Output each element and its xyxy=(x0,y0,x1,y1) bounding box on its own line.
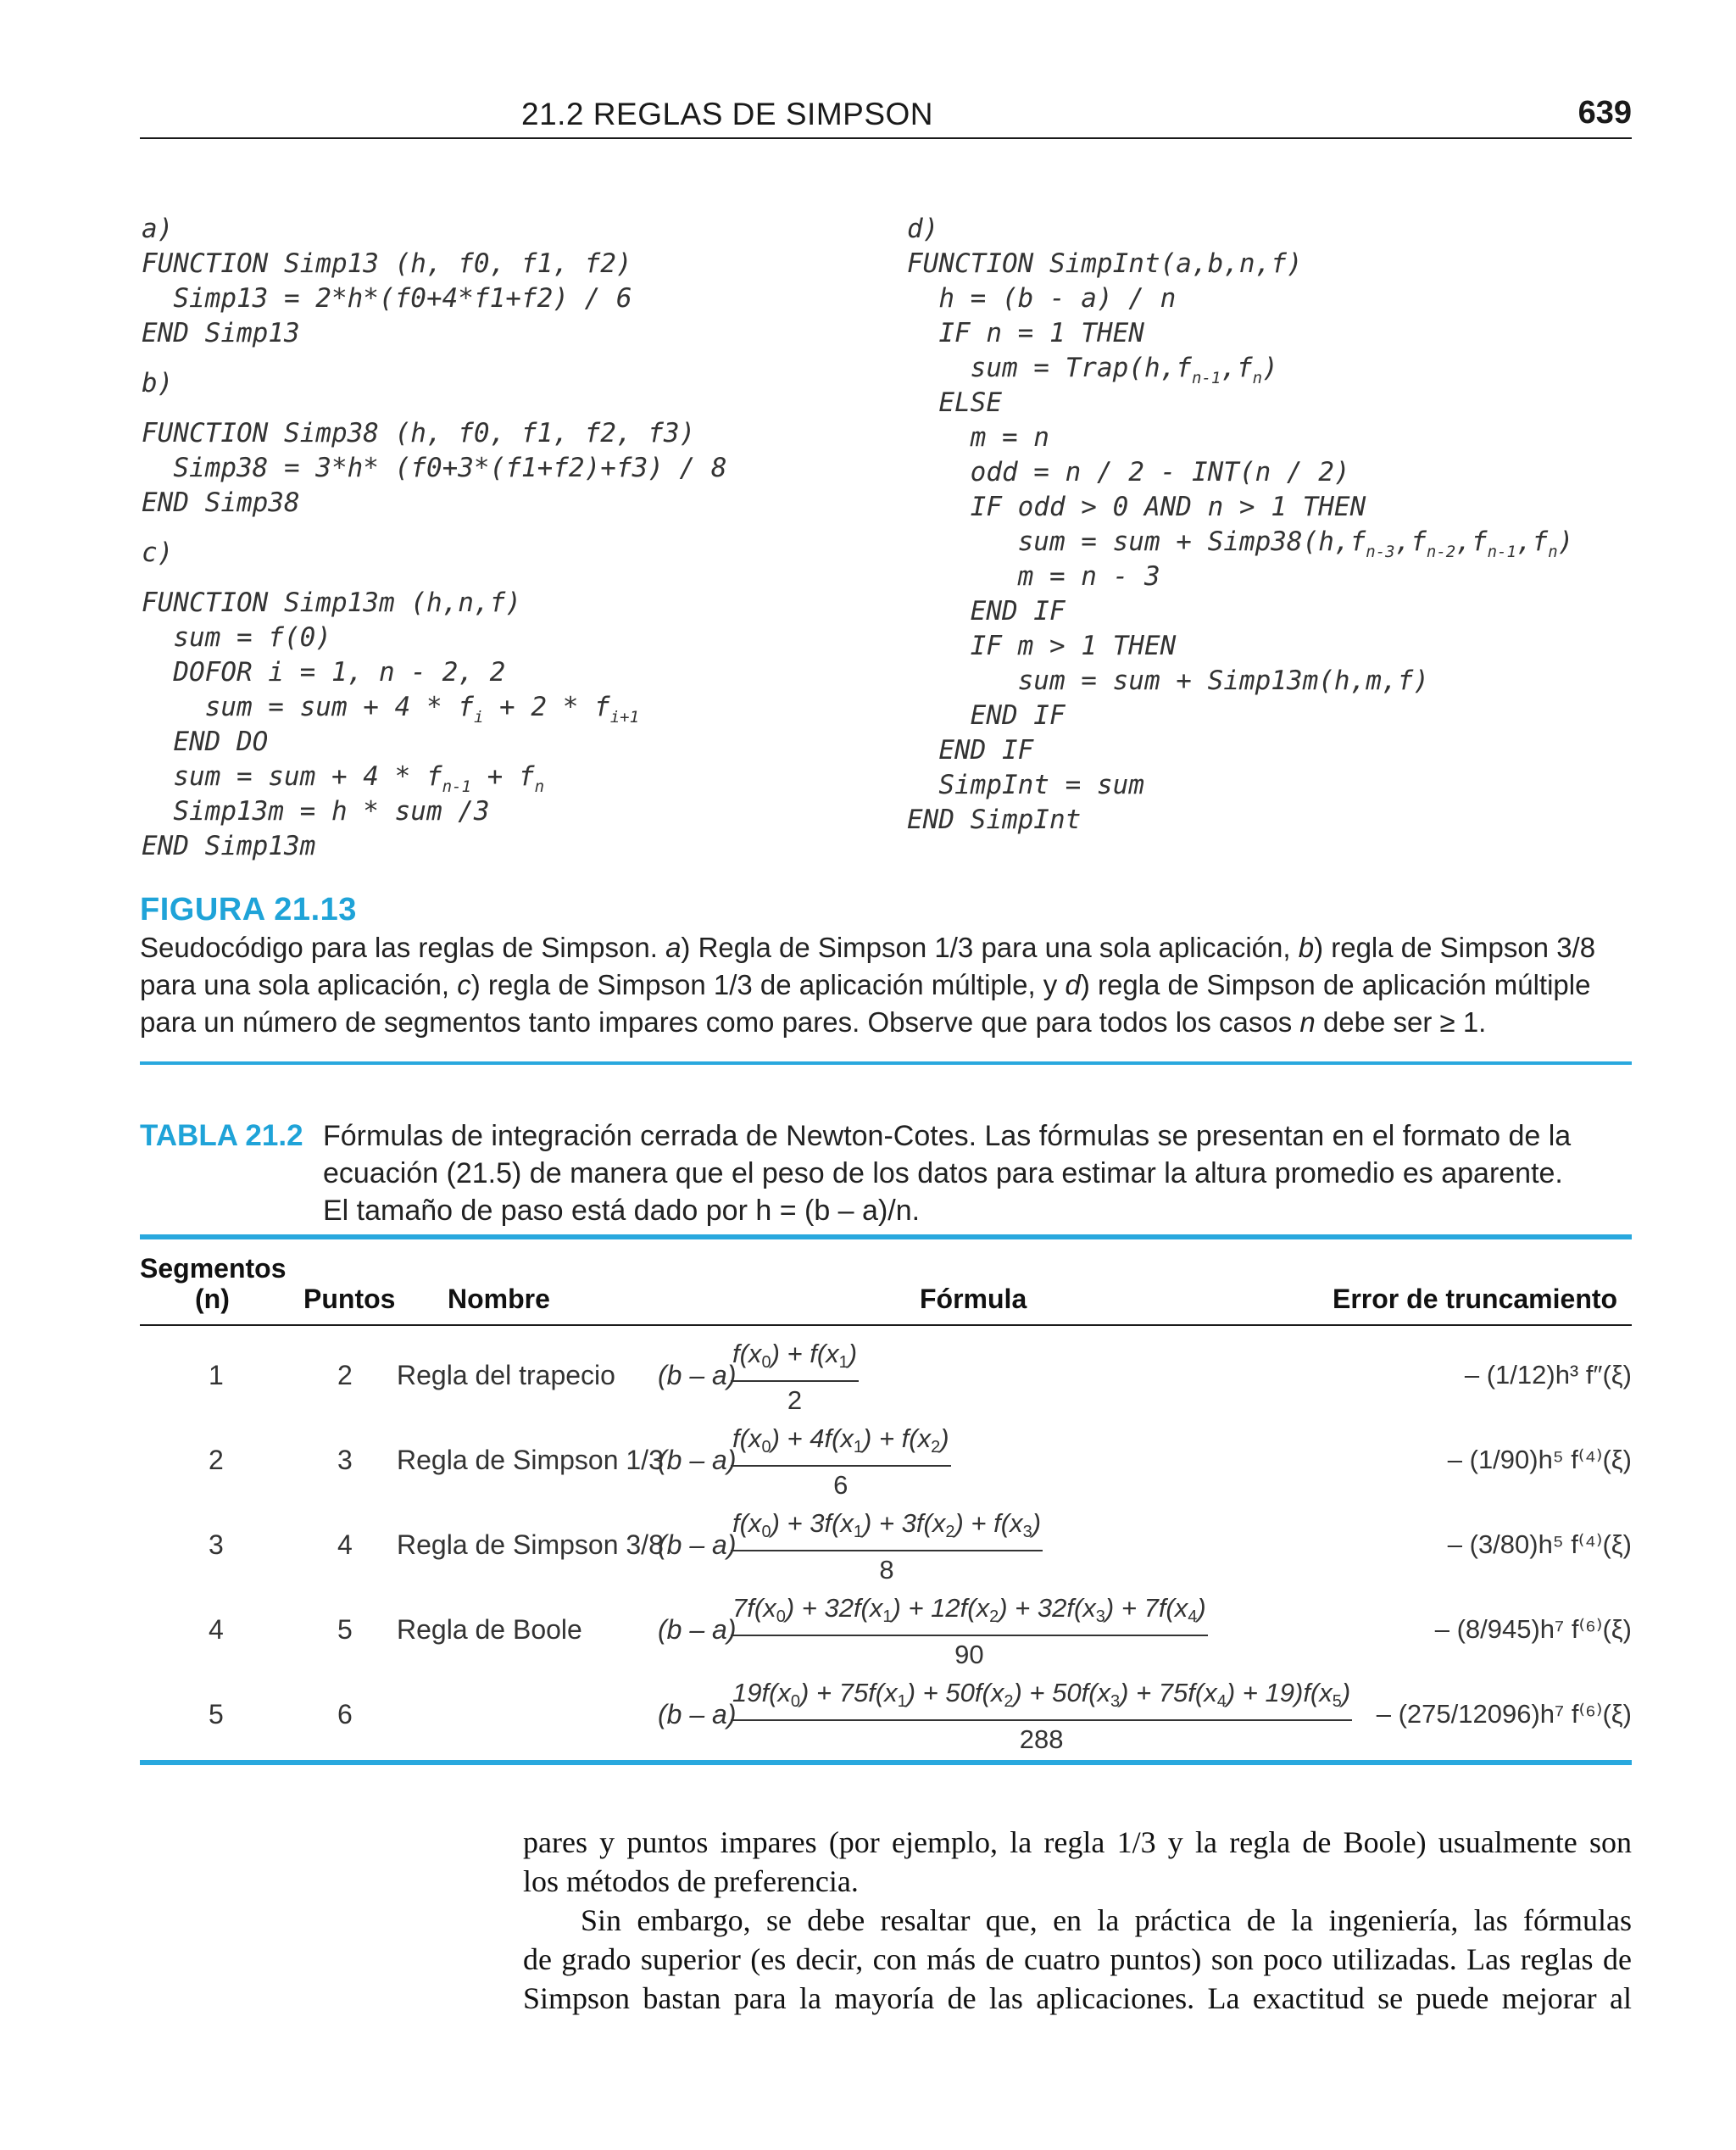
formula-denominator: 288 xyxy=(1019,1724,1064,1754)
formula-prefix: (b – a) xyxy=(658,1445,737,1475)
body-line: de grado superior (es decir, con más de cuatro puntos) son poco utilizadas. Las reglas de xyxy=(523,1942,1632,1976)
code-line: END DO xyxy=(142,727,269,757)
formula-denominator: 6 xyxy=(833,1470,849,1500)
code-line: IF m > 1 THEN xyxy=(907,631,1177,661)
truncation-error: – (3/80)h⁵ f⁽⁴⁾(ξ) xyxy=(1447,1529,1632,1559)
code-line: b) xyxy=(142,368,174,398)
code-line: END Simp38 xyxy=(142,487,300,518)
code-line: END IF xyxy=(907,735,1034,766)
header-formula: Fórmula xyxy=(920,1284,1027,1314)
formula-numerator: $f(x_0) + 3f(x_1) + 3f(x_2) + f(x_3)$ xyxy=(731,1507,1043,1551)
code-line: m = n - 3 xyxy=(907,561,1160,592)
code-line: sum = sum + $Simp38(h,f_{n-3},f_{n-2},f_{n-1},f_n)$ xyxy=(907,526,1574,561)
formula-fraction xyxy=(731,1338,859,1418)
body-line: pares y puntos impares (por ejemplo, la regla 1/3 y la regla de Boole) usualmente son xyxy=(523,1825,1632,1859)
code-line: Simp13 = 2*h*(f0+4*f1+f2) / 6 xyxy=(142,283,632,314)
rule-name: Regla de Boole xyxy=(397,1614,582,1645)
code-line: IF n = 1 THEN xyxy=(907,318,1144,348)
pseudocode-left xyxy=(142,212,904,873)
body-line: Sin embargo, se debe resaltar que, en la práctica de la ingeniería, las fórmulas xyxy=(581,1903,1632,1937)
code-line: FUNCTION SimpInt(a,b,n,f) xyxy=(907,248,1303,279)
formula-fraction xyxy=(731,1507,1043,1587)
code-line: FUNCTION Simp38 (h, f0, f1, f2, f3) xyxy=(142,418,696,448)
formula-prefix: (b – a) xyxy=(658,1529,737,1560)
code-line: sum = $Trap(h,f_{n-1},f_n)$ xyxy=(907,353,1278,387)
running-header xyxy=(140,93,1632,136)
points-value: 3 xyxy=(337,1445,353,1475)
truncation-error: – (8/945)h⁷ f⁽⁶⁾(ξ) xyxy=(1434,1614,1632,1644)
code-line: END Simp13 xyxy=(142,318,300,348)
formula-denominator: 90 xyxy=(954,1640,984,1669)
code-line: END SimpInt xyxy=(907,805,1082,835)
rule-name: Regla del trapecio xyxy=(397,1360,615,1390)
formula-denominator: 2 xyxy=(787,1385,803,1415)
figure-divider xyxy=(140,1061,1632,1065)
figure-caption: Seudocódigo para las reglas de Simpson. a) Regla de Simpson 1/3 para una sola aplicación, b) regla de Simpson 3/8 para una sola aplicación, c) regla de Simpson 1/3 de aplicación múltiple, y d) regla de Simpson de aplicación múltiple para un número de segmentos tanto impares como pares. Observe que para todos los casos n debe ser ≥ 1. xyxy=(140,932,1596,1038)
formula-numerator: $7f(x_0) + 32f(x_1) + 12f(x_2) + 32f(x_3) + 7f(x_4)$ xyxy=(731,1592,1208,1636)
rule-name: Regla de Simpson 3/8 xyxy=(397,1529,664,1560)
formula-numerator: $f(x_0) + f(x_1)$ xyxy=(731,1338,859,1382)
segments-value: 5 xyxy=(209,1699,224,1729)
header-rule xyxy=(140,137,1632,139)
points-value: 5 xyxy=(337,1614,353,1645)
code-line: m = n xyxy=(907,422,1049,453)
code-line: a) xyxy=(142,214,174,244)
page-number: 639 xyxy=(1577,95,1632,131)
code-line: FUNCTION Simp13 (h, f0, f1, f2) xyxy=(142,248,632,279)
formula-prefix: (b – a) xyxy=(658,1614,737,1645)
segments-value: 2 xyxy=(209,1445,224,1475)
header-points: Puntos xyxy=(303,1284,396,1314)
formula-numerator: $19f(x_0) + 75f(x_1) + 50f(x_2) + 50f(x_3) + 75f(x_4) + 19)f(x_5)$ xyxy=(731,1677,1352,1721)
table-top-rule xyxy=(140,1234,1632,1239)
code-line: ELSE xyxy=(907,387,1002,418)
pseudocode-right xyxy=(907,212,1653,873)
code-line: IF odd > 0 AND n > 1 THEN xyxy=(907,492,1366,522)
code-line: odd = n / 2 - INT(n / 2) xyxy=(907,457,1350,487)
table-caption: Fórmulas de integración cerrada de Newton-Cotes. Las fórmulas se presentan en el formato de la ecuación (21.5) de manera que el peso de los datos para estimar la altura promedio es aparente. El tamaño de paso está dado por h = (b – a)/n. xyxy=(323,1120,1572,1227)
code-line: END IF xyxy=(907,596,1066,627)
code-line: sum = sum + $4 * f_{n-1} + f_n$ xyxy=(142,761,545,796)
header-error: Error de truncamiento xyxy=(1333,1284,1618,1314)
code-line: c) xyxy=(142,538,174,568)
code-line: d) xyxy=(907,214,939,244)
truncation-error: – (1/90)h⁵ f⁽⁴⁾(ξ) xyxy=(1447,1445,1632,1474)
table-header-rule xyxy=(140,1324,1632,1326)
formula-fraction xyxy=(731,1677,1352,1757)
formula-prefix: (b – a) xyxy=(658,1699,737,1729)
truncation-error: – (275/12096)h⁷ f⁽⁶⁾(ξ) xyxy=(1376,1699,1632,1729)
truncation-error: – (1/12)h³ f″(ξ) xyxy=(1464,1360,1632,1390)
segments-value: 1 xyxy=(209,1360,224,1390)
formula-denominator: 8 xyxy=(879,1555,894,1585)
code-line: FUNCTION Simp13m (h,n,f) xyxy=(142,588,521,618)
code-line: SimpInt = sum xyxy=(907,770,1144,800)
header-name: Nombre xyxy=(448,1284,550,1314)
points-value: 6 xyxy=(337,1699,353,1729)
code-line: END Simp13m xyxy=(142,831,316,861)
code-line: sum = sum + Simp13m(h,m,f) xyxy=(907,666,1429,696)
formula-fraction xyxy=(731,1592,1208,1672)
body-line: Simpson bastan para la mayoría de las aplicaciones. La exactitud se puede mejorar al xyxy=(523,1981,1632,2015)
formula-prefix: (b – a) xyxy=(658,1360,737,1390)
code-line: DOFOR i = 1, n - 2, 2 xyxy=(142,657,506,688)
rule-name: Regla de Simpson 1/3 xyxy=(397,1445,664,1475)
points-value: 2 xyxy=(337,1360,353,1390)
table-label: TABLA 21.2 xyxy=(140,1119,303,1152)
code-line: Simp38 = 3*h* (f0+3*(f1+f2)+f3) / 8 xyxy=(142,453,727,483)
body-paragraph xyxy=(523,1823,1632,2018)
segments-value: 3 xyxy=(209,1529,224,1560)
points-value: 4 xyxy=(337,1529,353,1560)
code-line: sum = sum + $4 * f_i + 2 * f_{i+1}$ xyxy=(142,692,640,727)
section-title: 21.2 REGLAS DE SIMPSON xyxy=(521,97,934,131)
header-segments: Segmentos xyxy=(140,1253,287,1284)
code-line: h = (b - a) / n xyxy=(907,283,1177,314)
body-line: los métodos de preferencia. xyxy=(523,1864,859,1898)
code-line: Simp13m = h * sum /3 xyxy=(142,796,490,827)
header-segments-n: (n) xyxy=(195,1284,230,1314)
code-line: sum = f(0) xyxy=(142,622,331,653)
table-bottom-rule xyxy=(140,1760,1632,1765)
segments-value: 4 xyxy=(209,1614,224,1645)
formula-numerator: $f(x_0) + 4f(x_1) + f(x_2)$ xyxy=(731,1423,951,1467)
formula-fraction xyxy=(731,1423,951,1502)
figure-label: FIGURA 21.13 xyxy=(140,892,357,927)
code-line: END IF xyxy=(907,700,1066,731)
